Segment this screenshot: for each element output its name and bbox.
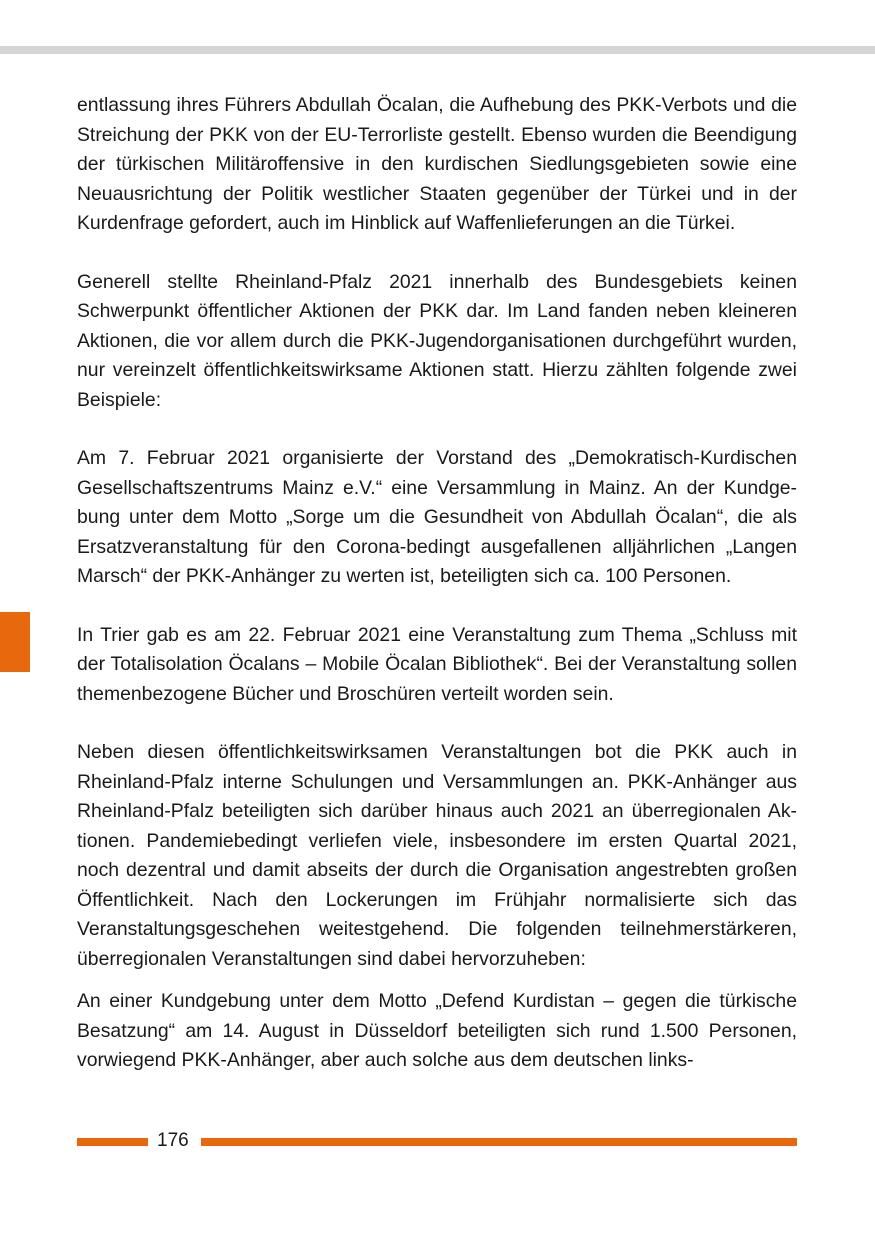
- page-body: [77, 91, 797, 1076]
- chapter-side-tab: [0, 612, 30, 672]
- paragraph-4: In Trier gab es am 22. Februar 2021 eine Veranstaltung zum Thema „Schluss mit der Totalisolation Öcalans – Mobile Öcalan Bibliothek“. Bei der Veranstaltung sollen themenbezogene Bücher und Broschüren verteilt worden sein.: [77, 623, 797, 705]
- paragraph-2: Generell stellte Rheinland-Pfalz 2021 innerhalb des Bundesgebiets keinen Schwerpunkt öffentlicher Aktionen der PKK dar. Im Land fanden neben kleineren Aktionen, die vor allem durch die PKK-Jugendorganisationen durchgeführt wurden, nur vereinzelt öffentlichkeitswirksame Aktionen statt. Hierzu zählten folgende zwei Beispiele:: [77, 270, 797, 411]
- footer-bar-right: [201, 1138, 797, 1146]
- paragraph-5: Neben diesen öffentlichkeitswirksamen Veranstaltungen bot die PKK auch in Rheinland-Pfalz interne Schulungen und Versammlungen an. PKK-Anhänger aus Rheinland-Pfalz beteiligten sich darüber hinaus auch 2021 an überregionalen Aktionen. Pandemiebedingt verliefen viele, insbesondere im ersten Quartal 2021, noch dezentral und damit abseits der durch die Organisation angestrebten großen Öffentlichkeit. Nach den Lockerungen im Frühjahr normalisierte sich das Veranstaltungsgeschehen weitestgehend. Die folgenden teilnehmerstärkeren, überregionalen Veranstaltungen sind dabei hervorzuheben:: [77, 741, 797, 970]
- footer-bar-left: [77, 1138, 148, 1146]
- paragraph-1: entlassung ihres Führers Abdullah Öcalan, die Aufhebung des PKK-Verbots und die Streichung der PKK von der EU-Terrorliste gestellt. Ebenso wurden die Beendigung der türkischen Militäroffensive in den kurdischen Siedlungsgebieten sowie eine Neuausrichtung der Politik westlicher Staaten gegenüber der Türkei und in der Kurdenfrage gefordert, auch im Hinblick auf Waffenlieferungen an die Türkei.: [77, 94, 797, 234]
- paragraph-6: An einer Kundgebung unter dem Motto „Defend Kurdistan – gegen die türkische Besatzung“ am 14. August in Düsseldorf beteiligten sich rund 1.500 Personen, vorwiegend PKK-Anhänger, aber auch solche aus dem deutschen links-: [77, 990, 797, 1071]
- header-rule: [0, 46, 875, 54]
- page-footer: [77, 1129, 797, 1153]
- page-number: 176: [157, 1130, 189, 1151]
- paragraph-3: Am 7. Februar 2021 organisierte der Vorstand des „Demokratisch-Kurdischen Gesellschaftszentrums Mainz e.V.“ eine Versammlung in Mainz. An der Kundgebung unter dem Motto „Sorge um die Gesundheit von Abdullah Öcalan“, die als Ersatzveranstaltung für den Corona-bedingt ausgefallenen alljährlichen „Langen Marsch“ der PKK-Anhänger zu werten ist, beteiligten sich ca. 100 Personen.: [77, 447, 797, 587]
